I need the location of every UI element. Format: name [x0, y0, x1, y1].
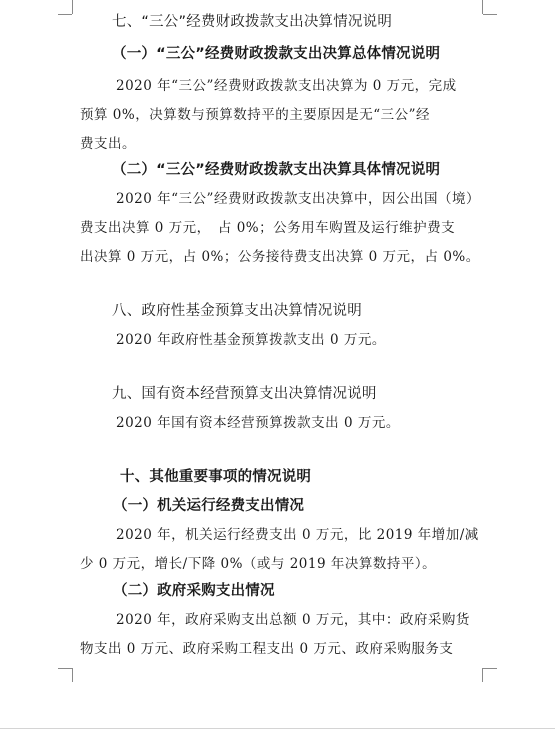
subsection-heading-7-2: （二）“三公”经费财政拨款支出决算具体情况说明: [112, 162, 441, 178]
paragraph-line: 费支出决算 0 万元， 占 0%；公务用车购置及运行维护费支: [80, 220, 456, 236]
subsection-heading-7-1: （一）“三公”经费财政拨款支出决算总体情况说明: [112, 46, 441, 62]
section-heading-7: 七、“三公”经费财政拨款支出决算情况说明: [112, 14, 393, 30]
crop-mark-bottom-right: [482, 668, 483, 682]
paragraph-line: 少 0 万元，增长/下降 0%（或与 2019 年决算数持平）。: [80, 556, 437, 572]
paragraph-line: 2020 年“三公”经费财政拨款支出决算中，因公出国（境）: [116, 191, 480, 207]
paragraph-line: 2020 年政府性基金预算拨款支出 0 万元。: [116, 332, 386, 348]
section-heading-8: 八、政府性基金预算支出决算情况说明: [112, 303, 362, 319]
paragraph-line: 费支出。: [80, 136, 136, 152]
paragraph-line: 2020 年，机关运行经费支出 0 万元，比 2019 年增加/减: [116, 527, 479, 543]
crop-mark-top-right: [483, 14, 497, 15]
section-heading-10: 十、其他重要事项的情况说明: [120, 469, 312, 485]
subsection-heading-10-1: （一）机关运行经费支出情况: [113, 498, 305, 514]
page-bottom-rule: [0, 728, 555, 729]
paragraph-line: 2020 年国有资本经营预算拨款支出 0 万元。: [116, 415, 400, 431]
crop-mark-bottom-left: [58, 668, 72, 669]
paragraph-line: 2020 年“三公”经费财政拨款支出决算为 0 万元，完成: [116, 78, 457, 94]
crop-mark-bottom-right: [483, 668, 497, 669]
crop-mark-top-left: [72, 0, 73, 14]
crop-mark-top-right: [482, 0, 483, 14]
section-heading-9: 九、国有资本经营预算支出决算情况说明: [112, 386, 377, 402]
paragraph-line: 2020 年，政府采购支出总额 0 万元，其中：政府采购货: [116, 612, 470, 628]
subsection-heading-10-2: （二）政府采购支出情况: [113, 583, 275, 599]
crop-mark-bottom-left: [72, 668, 73, 682]
paragraph-line: 出决算 0 万元，占 0%；公务接待费支出决算 0 万元，占 0%。: [80, 249, 480, 265]
crop-mark-top-left: [58, 14, 72, 15]
paragraph-line: 物支出 0 万元、政府采购工程支出 0 万元、政府采购服务支: [80, 641, 454, 657]
paragraph-line: 预算 0%，决算数与预算数持平的主要原因是无“三公”经: [80, 107, 431, 123]
